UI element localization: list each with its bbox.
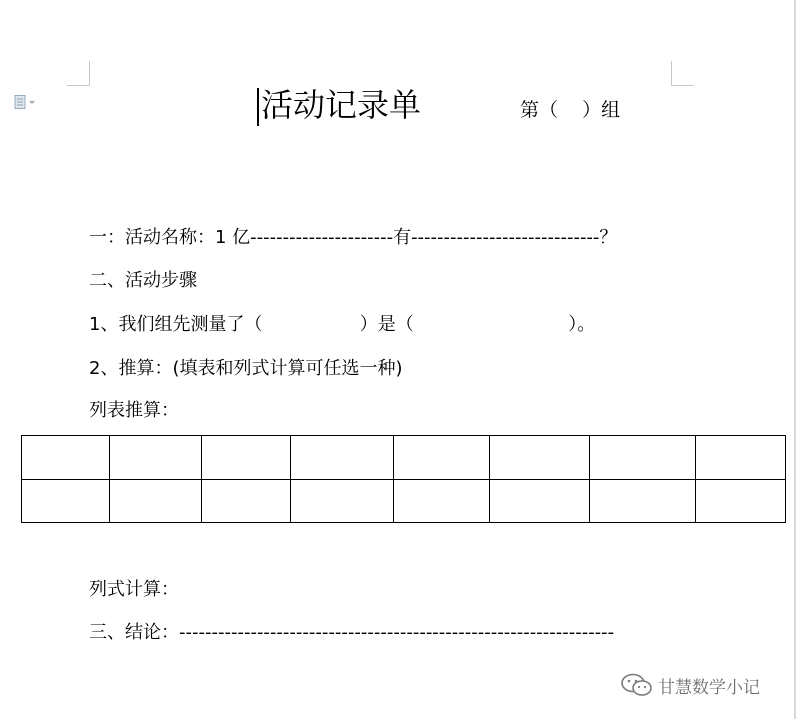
- wechat-icon: [620, 673, 654, 697]
- table-cell[interactable]: [22, 479, 110, 523]
- formula-calc-label: 列式计算：: [89, 579, 179, 600]
- group-number-label: 第（ ）组: [520, 99, 621, 121]
- paste-options-icon[interactable]: [14, 95, 36, 111]
- table-cell[interactable]: [291, 479, 394, 523]
- table-cell[interactable]: [291, 436, 394, 480]
- table-cell[interactable]: [490, 436, 590, 480]
- step-2-line: 2、推算：(填表和列式计算可任选一种): [89, 358, 403, 379]
- page-title: 活动记录单: [261, 86, 422, 124]
- margin-mark-right: [671, 61, 694, 86]
- table-cell[interactable]: [22, 436, 110, 480]
- watermark: [620, 671, 760, 699]
- table-cell[interactable]: [696, 436, 786, 480]
- table-cell[interactable]: [590, 436, 696, 480]
- table-cell[interactable]: [110, 436, 202, 480]
- table-estimate-label: 列表推算：: [89, 400, 179, 421]
- page-edge: [794, 0, 796, 719]
- table-cell[interactable]: [110, 479, 202, 523]
- conclusion-line: 三、结论：-------------------------------------------------------------------: [89, 622, 615, 643]
- table-row: [22, 479, 786, 523]
- table-cell[interactable]: [590, 479, 696, 523]
- table-cell[interactable]: [490, 479, 590, 523]
- text-cursor: [257, 88, 259, 126]
- table-cell[interactable]: [202, 479, 291, 523]
- table-row: [22, 436, 786, 480]
- step-1-line: 1、我们组先测量了（ ）是（ ）。: [89, 314, 596, 335]
- table-cell[interactable]: [394, 479, 490, 523]
- watermark-text: 甘慧数学小记: [658, 677, 760, 698]
- activity-name-line: 一：活动名称：1 亿----------------------有-----------------------------？: [89, 227, 618, 248]
- table-cell[interactable]: [394, 436, 490, 480]
- table-cell[interactable]: [202, 436, 291, 480]
- table-cell[interactable]: [696, 479, 786, 523]
- estimate-table: [21, 435, 786, 523]
- activity-steps-heading: 二、活动步骤: [89, 270, 197, 291]
- margin-mark-left: [67, 61, 90, 86]
